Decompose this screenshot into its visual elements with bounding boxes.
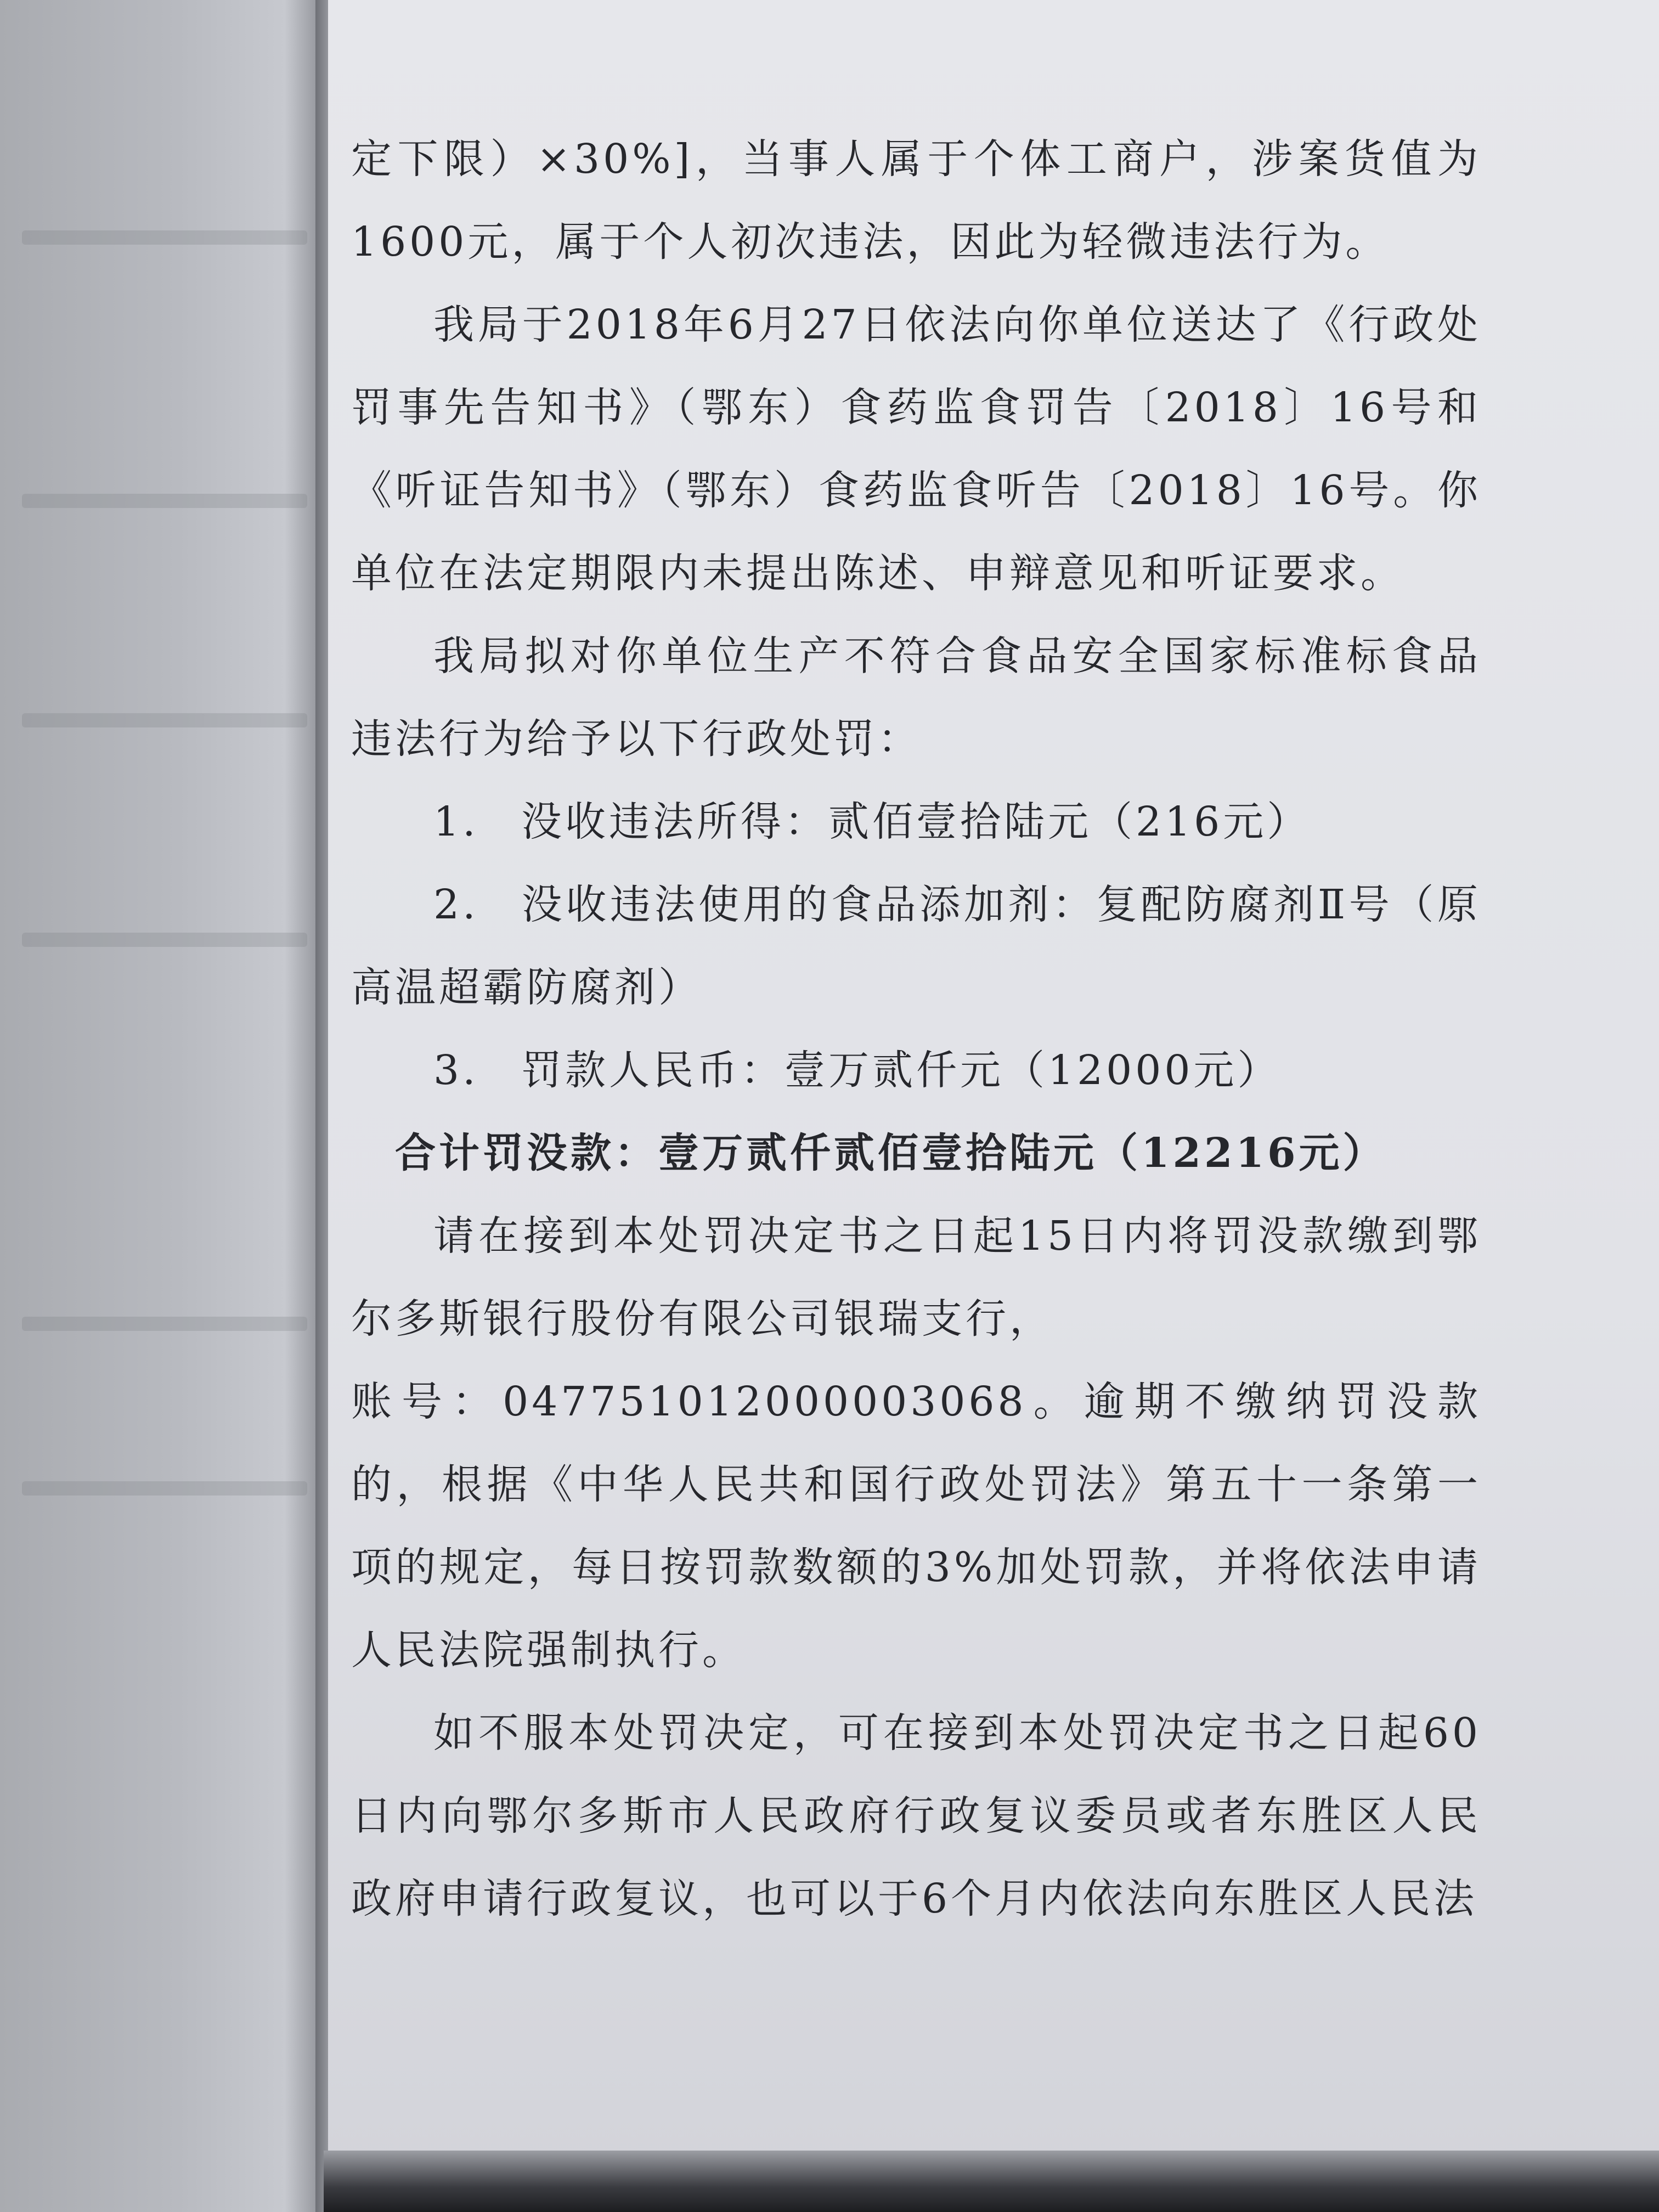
document-body xyxy=(351,118,1481,1940)
total-penalty: 合计罚没款：壹万贰仟贰佰壹拾陆元（12216元） xyxy=(395,1130,1387,1177)
penalty-item-number: 3. xyxy=(433,1047,479,1094)
penalty-item-text: 没收违法所得：贰佰壹拾陆元（216元） xyxy=(521,798,1311,845)
penalty-item xyxy=(351,781,1481,864)
penalty-item xyxy=(351,864,1481,1029)
penalty-item-text: 没收违法使用的食品添加剂：复配防腐剂Ⅱ号（原高温超霸防腐剂） xyxy=(351,881,1481,1011)
paragraph-appeal-rights: 如不服本处罚决定，可在接到本处罚决定书之日起60日内向鄂尔多斯市人民政府行政复议委员或者东胜区人民政府申请行政复议，也可以于6个月内依法向东胜区人民法 xyxy=(351,1709,1481,1922)
penalty-item-text: 罚款人民币：壹万贰仟元（12000元） xyxy=(521,1047,1282,1094)
left-page-faint-line xyxy=(22,933,307,947)
penalty-item-number: 2. xyxy=(433,881,479,928)
paragraph-account-and-late-fee: 账号：047751012000003068。逾期不缴纳罚没款的，根据《中华人民共和国行政处罚法》第五十一条第一项的规定，每日按罚款数额的3%加处罚款，并将依法申请人民法院强制执行。 xyxy=(351,1378,1481,1674)
paragraph-penalty-intro: 我局拟对你单位生产不符合食品安全国家标准标食品违法行为给予以下行政处罚： xyxy=(351,633,1481,763)
left-page-faint-line xyxy=(22,230,307,245)
left-page-faint-line xyxy=(22,713,307,727)
left-page-faint-line xyxy=(22,1481,307,1496)
left-page xyxy=(0,0,324,2212)
page-bottom-shadow xyxy=(324,2151,1659,2212)
penalty-item-number: 1. xyxy=(433,798,479,845)
penalty-item xyxy=(351,1029,1481,1112)
paragraph-offense-summary: 定下限）×30%]，当事人属于个体工商户，涉案货值为1600元，属于个人初次违法，因此为轻微违法行为。 xyxy=(351,136,1481,266)
left-page-faint-line xyxy=(22,494,307,508)
left-page-faint-line xyxy=(22,1317,307,1331)
paragraph-notice: 我局于2018年6月27日依法向你单位送达了《行政处罚事先告知书》（鄂东）食药监食罚告〔2018〕16号和《听证告知书》（鄂东）食药监食听告〔2018〕16号。你单位在法定期限内未提出陈述、申辩意见和听证要求。 xyxy=(351,301,1481,597)
paragraph-payment-instruction: 请在接到本处罚决定书之日起15日内将罚没款缴到鄂尔多斯银行股份有限公司银瑞支行， xyxy=(351,1212,1481,1342)
